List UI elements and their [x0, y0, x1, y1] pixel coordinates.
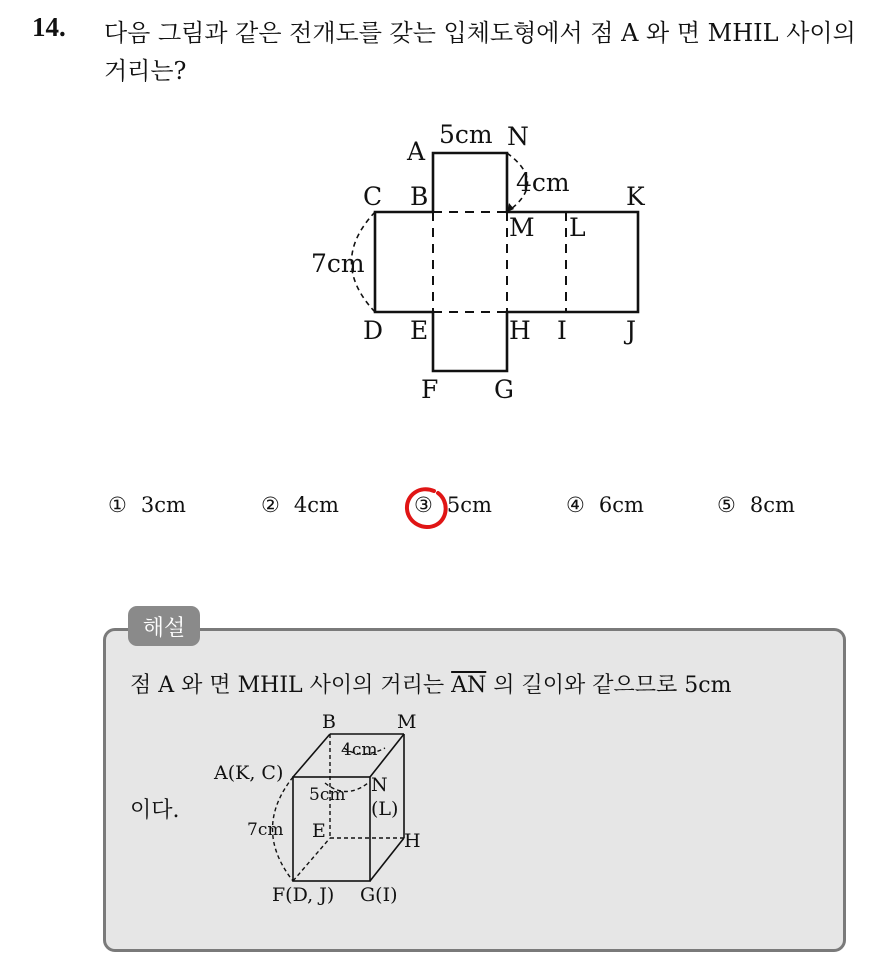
label-G: G	[494, 375, 514, 404]
choice-5-text: 8cm	[749, 493, 795, 517]
solution-text	[130, 668, 731, 699]
cube-label-N: N	[371, 774, 388, 796]
answer-choices	[108, 493, 828, 525]
choice-2-number: ②	[261, 493, 280, 517]
question-number: 14.	[32, 12, 66, 42]
cube-label-H: H	[404, 830, 421, 852]
choice-5[interactable]	[717, 493, 795, 517]
segment-an: $\overline{AN}$	[451, 673, 487, 698]
label-B: B	[410, 182, 429, 211]
cube-label-AKC: A(K, C)	[214, 762, 284, 784]
label-M: M	[509, 213, 535, 242]
choice-4-number: ④	[566, 493, 585, 517]
cube-dim-5: 5cm	[309, 785, 346, 805]
cube-label-FDJ: F(D, J)	[272, 884, 335, 906]
label-J: J	[626, 316, 637, 345]
label-I: I	[557, 316, 567, 345]
solution-text-part1: 점 A 와 면 MHIL 사이의 거리는	[130, 673, 445, 698]
label-E: E	[410, 316, 429, 345]
label-N: N	[507, 122, 529, 151]
solution-conclusion: 이다.	[130, 798, 180, 823]
cube-dim-7: 7cm	[247, 820, 284, 840]
choice-3-number: ③	[414, 493, 433, 517]
choice-1-number: ①	[108, 493, 127, 517]
question-text: 다음 그림과 같은 전개도를 갖는 입체도형에서 점 A 와 면 MHIL 사이의 거리는?	[104, 19, 856, 85]
choice-1-text: 3cm	[140, 493, 186, 517]
label-F: F	[421, 375, 439, 404]
label-D: D	[363, 316, 384, 345]
cube-label-E: E	[312, 820, 326, 842]
selected-answer-circle-icon	[400, 483, 456, 535]
cube-label-M: M	[397, 711, 417, 733]
choice-4[interactable]	[566, 493, 644, 517]
label-A: A	[407, 137, 426, 166]
choice-2[interactable]	[261, 493, 339, 517]
dim-label-side: 4cm	[516, 168, 570, 197]
dim-label-height: 7cm	[311, 249, 365, 278]
cube-label-B: B	[322, 711, 336, 733]
choice-1[interactable]	[108, 493, 186, 517]
choice-5-number: ⑤	[717, 493, 736, 517]
label-L: L	[569, 213, 586, 242]
label-K: K	[626, 182, 645, 211]
solution-tab: 해설	[128, 606, 200, 646]
choice-4-text: 6cm	[598, 493, 644, 517]
choice-2-text: 4cm	[293, 493, 339, 517]
cube-label-GI: G(I)	[360, 884, 398, 906]
label-H: H	[509, 316, 531, 345]
solution-text-part2: 의 길이와 같으므로 5cm	[493, 673, 732, 698]
cube-dim-4: 4cm	[341, 740, 378, 760]
net-diagram	[0, 0, 884, 420]
dim-label-top: 5cm	[439, 120, 493, 149]
cube-label-L: (L)	[371, 798, 399, 820]
choice-3-text: 5cm	[446, 493, 492, 517]
label-C: C	[363, 182, 383, 211]
